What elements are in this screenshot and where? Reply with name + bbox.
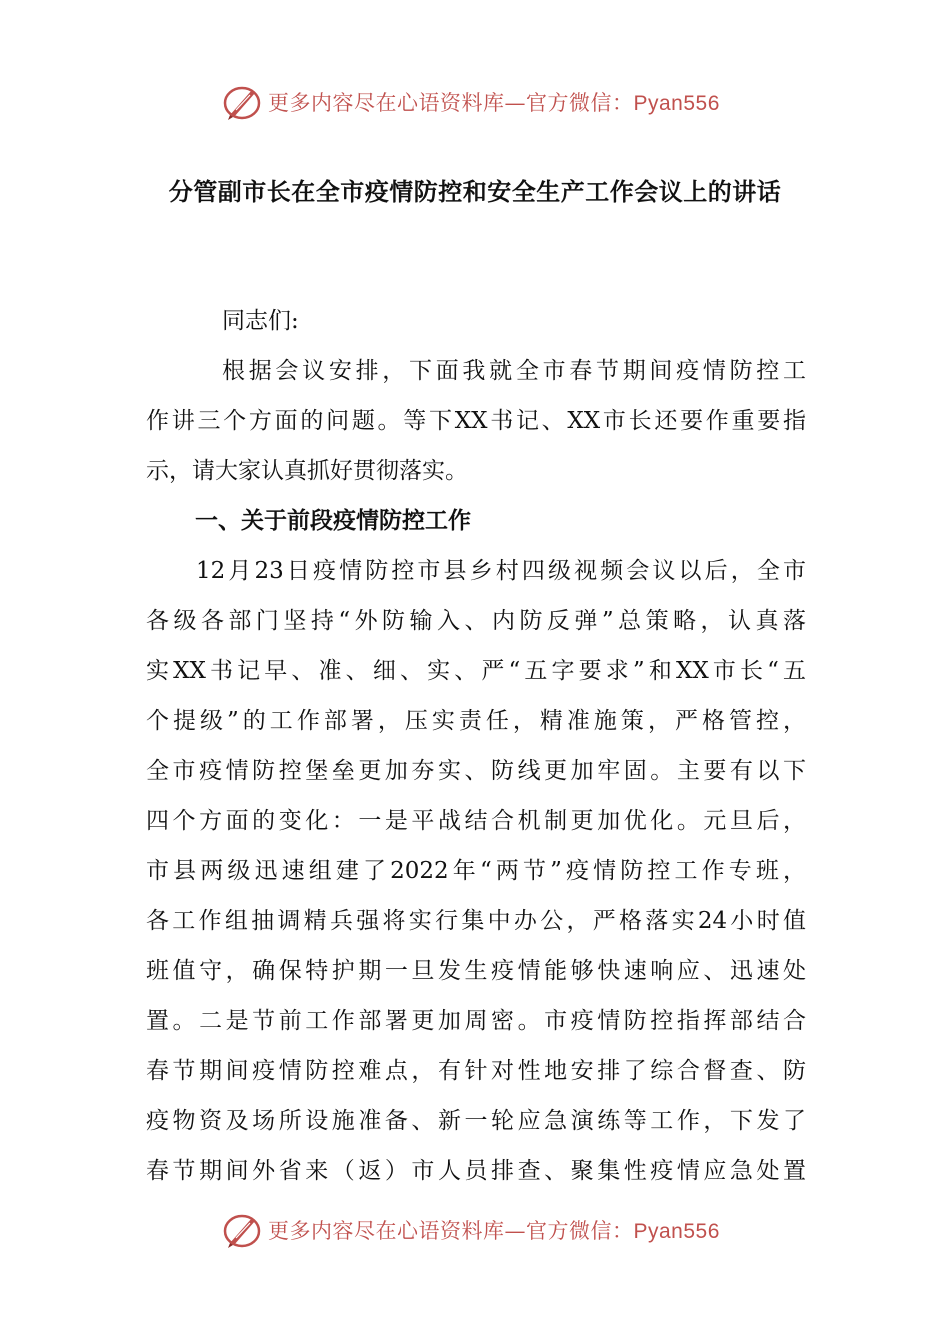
paragraph-line: 示，请大家认真抓好贯彻落实。 — [146, 458, 468, 484]
salutation: 同志们: — [222, 308, 299, 334]
paragraph-line: 各级各部门坚持“外防输入、内防反弹”总策略，认真落 — [146, 608, 806, 634]
paragraph-line: 疫物资及场所设施准备、新一轮应急演练等工作，下发了 — [146, 1108, 806, 1134]
document-title: 分管副市长在全市疫情防控和安全生产工作会议上的讲话 — [168, 178, 782, 206]
paragraph-line: 市县两级迅速组建了2022年“两节”疫情防控工作专班， — [146, 858, 806, 884]
paragraph-line: 各工作组抽调精兵强将实行集中办公，严格落实24小时值 — [146, 908, 806, 934]
paragraph-line: 春节期间疫情防控难点，有针对性地安排了综合督查、防 — [146, 1058, 806, 1084]
paragraph-line: 根据会议安排，下面我就全市春节期间疫情防控工 — [222, 358, 806, 384]
paragraph-line: 12月23日疫情防控市县乡村四级视频会议以后，全市 — [196, 558, 806, 584]
paragraph-line: 个提级”的工作部署，压实责任，精准施策，严格管控， — [146, 708, 806, 734]
pen-logo-icon — [222, 1210, 262, 1250]
watermark-text: 更多内容尽在心语资料库—官方微信：Pyan556 — [268, 1219, 720, 1243]
watermark-bottom — [222, 1208, 720, 1252]
pen-logo-icon — [222, 82, 262, 122]
paragraph-line: 春节期间外省来（返）市人员排查、聚集性疫情应急处置 — [146, 1158, 806, 1184]
paragraph-line: 置。二是节前工作部署更加周密。市疫情防控指挥部结合 — [146, 1008, 806, 1034]
paragraph-line: 全市疫情防控堡垒更加夯实、防线更加牢固。主要有以下 — [146, 758, 806, 784]
watermark-top — [222, 80, 720, 124]
paragraph-line: 作讲三个方面的问题。等下XX书记、XX市长还要作重要指 — [146, 408, 806, 434]
paragraph-line: 四个方面的变化：一是平战结合机制更加优化。元旦后， — [146, 808, 806, 834]
paragraph-line: 实XX书记早、准、细、实、严“五字要求”和XX市长“五 — [146, 658, 806, 684]
section-heading: 一、关于前段疫情防控工作 — [195, 508, 471, 534]
paragraph-line: 班值守，确保特护期一旦发生疫情能够快速响应、迅速处 — [146, 958, 806, 984]
watermark-text: 更多内容尽在心语资料库—官方微信：Pyan556 — [268, 91, 720, 115]
